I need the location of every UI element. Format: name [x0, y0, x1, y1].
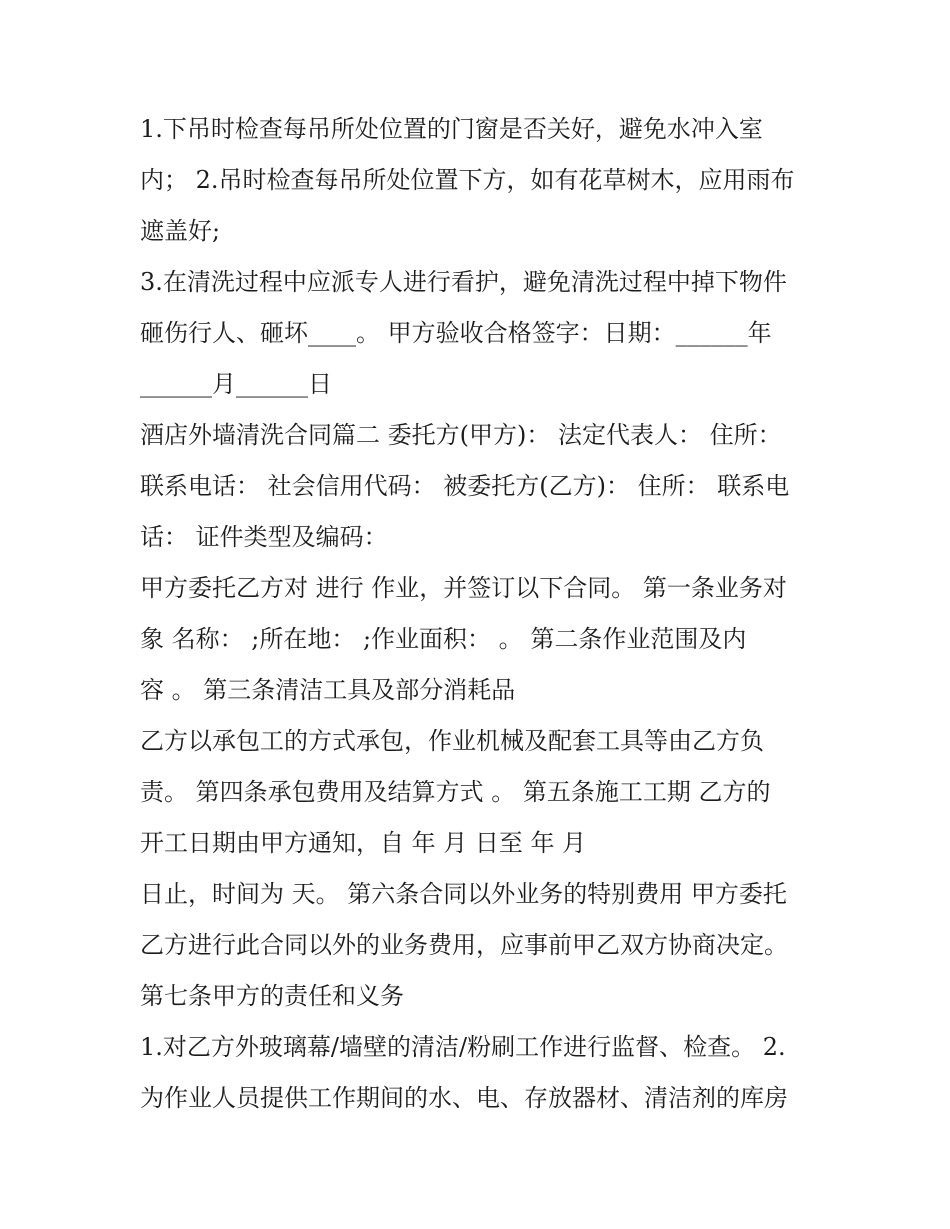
text-line: 酒店外墙清洗合同篇二 委托方(甲方)： 法定代表人： 住所：: [140, 421, 782, 449]
text-line: 联系电话： 社会信用代码： 被委托方(乙方)： 住所： 联系电: [140, 472, 790, 500]
text-line: 3.在清洗过程中应派专人进行看护，避免清洗过程中掉下物件: [140, 268, 787, 296]
text-line: 第七条甲方的责任和义务: [140, 982, 404, 1010]
text-line: 1.下吊时检查每吊所处位置的门窗是否关好，避免水冲入室: [140, 115, 763, 143]
text-line: 容 。 第三条清洁工具及部分消耗品: [140, 676, 516, 704]
text-line: 乙方进行此合同以外的业务费用，应事前甲乙双方协商决定。: [140, 931, 788, 959]
text-line: 话： 证件类型及编码：: [140, 523, 388, 551]
text-line: 1.对乙方外玻璃幕/墙壁的清洁/粉刷工作进行监督、检查。 2.: [140, 1033, 786, 1061]
text-line: 象 名称： ;所在地： ;作业面积： 。 第二条作业范围及内: [140, 625, 747, 653]
text-line: 遮盖好;: [140, 217, 221, 245]
document-body: [140, 104, 820, 1124]
text-line: 乙方以承包工的方式承包，作业机械及配套工具等由乙方负: [140, 727, 764, 755]
text-line: 责。 第四条承包费用及结算方式 。 第五条施工工期 乙方的: [140, 778, 771, 806]
text-line: 甲方委托乙方对 进行 作业，并签订以下合同。 第一条业务对: [140, 574, 787, 602]
text-line: 内； 2.吊时检查每吊所处位置下方，如有花草树木，应用雨布: [140, 166, 795, 194]
text-line: ______月______日: [140, 370, 332, 398]
text-line: 砸伤行人、砸坏____。 甲方验收合格签字：日期：______年: [140, 319, 772, 347]
text-line: 日止，时间为 天。 第六条合同以外业务的特别费用 甲方委托: [140, 880, 787, 908]
text-line: 开工日期由甲方通知，自 年 月 日至 年 月: [140, 829, 587, 857]
text-line: 为作业人员提供工作期间的水、电、存放器材、清洁剂的库房: [140, 1084, 788, 1112]
